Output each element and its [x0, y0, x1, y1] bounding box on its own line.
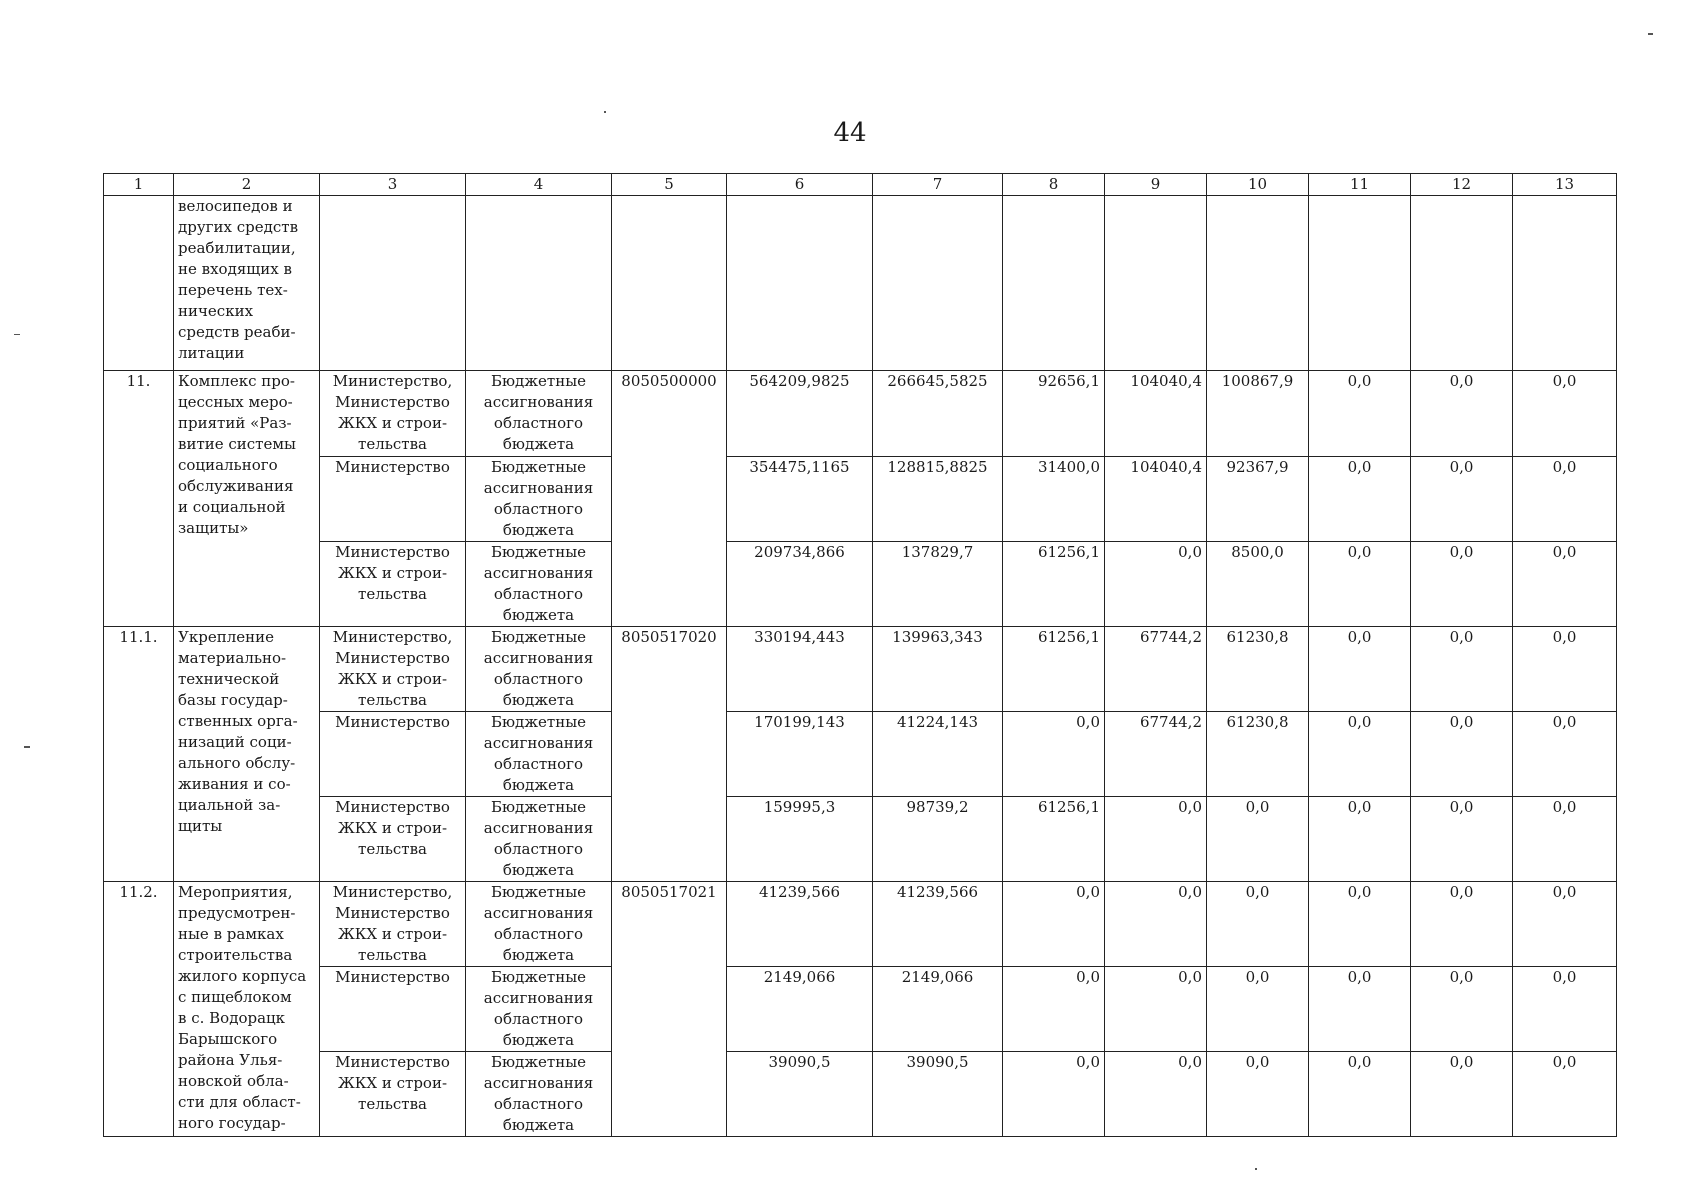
value-col-6: 159995,3 — [727, 797, 873, 882]
value-col-6: 41239,566 — [727, 882, 873, 967]
text-line: Министерство — [335, 393, 450, 411]
col-header-2: 2 — [174, 174, 320, 196]
text-line: Министерство, — [332, 372, 453, 390]
text-line: Бюджетные — [490, 372, 587, 390]
text-line: тельства — [358, 946, 427, 964]
text-line: ные в рамках — [178, 925, 284, 943]
text-line: предусмотрен- — [178, 904, 296, 922]
empty-cell — [1411, 196, 1513, 371]
empty-cell — [612, 196, 727, 371]
page-number: 44 — [833, 118, 867, 148]
value-col-11: 0,0 — [1309, 457, 1411, 542]
text-line: цессных меро- — [178, 393, 293, 411]
value-col-8: 61256,1 — [1003, 797, 1105, 882]
value-col-8: 61256,1 — [1003, 542, 1105, 627]
funding-source — [466, 542, 612, 627]
text-line: ЖКХ и строи- — [337, 564, 448, 582]
text-line: областного — [493, 1095, 584, 1113]
value-col-7: 128815,8825 — [873, 457, 1003, 542]
value-col-11: 0,0 — [1309, 967, 1411, 1052]
text-line: областного — [493, 840, 584, 858]
text-line: Министерство — [335, 1053, 450, 1071]
value-col-9: 0,0 — [1105, 1052, 1207, 1137]
value-col-13: 0,0 — [1513, 797, 1617, 882]
empty-cell — [1207, 196, 1309, 371]
text-line: щиты — [178, 817, 223, 835]
text-line: Бюджетные — [490, 628, 587, 646]
funding-source — [466, 627, 612, 712]
text-line: областного — [493, 670, 584, 688]
text-line: тельства — [358, 1095, 427, 1113]
value-col-7: 137829,7 — [873, 542, 1003, 627]
executor — [320, 797, 466, 882]
value-col-11: 0,0 — [1309, 542, 1411, 627]
value-col-10: 0,0 — [1207, 882, 1309, 967]
text-line: перечень тех- — [178, 281, 288, 299]
value-col-8: 92656,1 — [1003, 371, 1105, 457]
budget-code: 8050517021 — [612, 882, 727, 1137]
column-number-row — [104, 174, 1617, 196]
col-header-4: 4 — [466, 174, 612, 196]
text-line: областного — [493, 925, 584, 943]
text-line: Министерство — [335, 649, 450, 667]
text-line: ального обслу- — [178, 754, 296, 772]
value-col-6: 170199,143 — [727, 712, 873, 797]
value-col-6: 39090,5 — [727, 1052, 873, 1137]
executor — [320, 627, 466, 712]
value-col-6: 330194,443 — [727, 627, 873, 712]
value-col-13: 0,0 — [1513, 627, 1617, 712]
executor — [320, 712, 466, 797]
text-line: литации — [178, 344, 245, 362]
table-body — [104, 174, 1617, 1137]
text-line: ассигнования — [483, 989, 594, 1007]
col-header-1: 1 — [104, 174, 174, 196]
text-line: Бюджетные — [490, 798, 587, 816]
text-line: тельства — [358, 585, 427, 603]
text-line: ЖКХ и строи- — [337, 1074, 448, 1092]
text-line: ассигнования — [483, 734, 594, 752]
value-col-13: 0,0 — [1513, 371, 1617, 457]
budget-code: 8050517020 — [612, 627, 727, 882]
col-header-11: 11 — [1309, 174, 1411, 196]
empty-cell — [1309, 196, 1411, 371]
col-header-10: 10 — [1207, 174, 1309, 196]
text-line: ассигнования — [483, 564, 594, 582]
budget-table — [103, 173, 1617, 1137]
value-col-9: 0,0 — [1105, 967, 1207, 1052]
funding-source — [466, 371, 612, 457]
text-line: новской обла- — [178, 1072, 289, 1090]
executor — [320, 371, 466, 457]
value-col-7: 266645,5825 — [873, 371, 1003, 457]
value-col-8: 0,0 — [1003, 882, 1105, 967]
value-col-12: 0,0 — [1411, 627, 1513, 712]
text-line: бюджета — [502, 1031, 575, 1049]
text-line: других средств — [178, 218, 299, 236]
scan-speck — [1255, 1168, 1257, 1170]
text-line: Министерство — [335, 458, 450, 476]
executor — [320, 457, 466, 542]
value-col-12: 0,0 — [1411, 371, 1513, 457]
value-col-6: 2149,066 — [727, 967, 873, 1052]
text-line: бюджета — [502, 1116, 575, 1134]
value-col-9: 0,0 — [1105, 882, 1207, 967]
funding-source — [466, 882, 612, 967]
text-line: с пищеблоком — [178, 988, 292, 1006]
table-row — [104, 371, 1617, 457]
text-line: и социальной — [178, 498, 286, 516]
scan-speck — [24, 746, 30, 748]
text-line: областного — [493, 500, 584, 518]
value-col-9: 104040,4 — [1105, 457, 1207, 542]
table-row — [104, 1052, 1617, 1137]
value-col-13: 0,0 — [1513, 1052, 1617, 1137]
text-line: Министерство — [335, 904, 450, 922]
value-col-13: 0,0 — [1513, 882, 1617, 967]
text-line: ассигнования — [483, 393, 594, 411]
text-line: ЖКХ и строи- — [337, 414, 448, 432]
text-line: Бюджетные — [490, 543, 587, 561]
funding-source — [466, 1052, 612, 1137]
value-col-12: 0,0 — [1411, 797, 1513, 882]
table-row — [104, 797, 1617, 882]
value-col-13: 0,0 — [1513, 457, 1617, 542]
value-col-10: 61230,8 — [1207, 627, 1309, 712]
text-line: ственных орга- — [178, 712, 298, 730]
value-col-8: 31400,0 — [1003, 457, 1105, 542]
funding-source — [466, 457, 612, 542]
continued-item-name — [174, 196, 320, 371]
value-col-11: 0,0 — [1309, 1052, 1411, 1137]
col-header-13: 13 — [1513, 174, 1617, 196]
text-line: Бюджетные — [490, 458, 587, 476]
value-col-10: 0,0 — [1207, 1052, 1309, 1137]
text-line: Бюджетные — [490, 883, 587, 901]
item-number: 11.2. — [104, 882, 174, 1137]
text-line: бюджета — [502, 435, 575, 453]
text-line: реабилитации, — [178, 239, 296, 257]
funding-source — [466, 797, 612, 882]
value-col-13: 0,0 — [1513, 967, 1617, 1052]
text-line: бюджета — [502, 521, 575, 539]
text-line: тельства — [358, 691, 427, 709]
text-line: областного — [493, 1010, 584, 1028]
executor — [320, 1052, 466, 1137]
empty-cell — [320, 196, 466, 371]
text-line: района Улья- — [178, 1051, 283, 1069]
table-row — [104, 712, 1617, 797]
text-line: базы государ- — [178, 691, 288, 709]
col-header-3: 3 — [320, 174, 466, 196]
col-header-6: 6 — [727, 174, 873, 196]
text-line: технической — [178, 670, 280, 688]
value-col-8: 0,0 — [1003, 967, 1105, 1052]
text-line: Барышского — [178, 1030, 278, 1048]
text-line: тельства — [358, 435, 427, 453]
empty-cell — [1003, 196, 1105, 371]
executor — [320, 967, 466, 1052]
text-line: обслуживания — [178, 477, 294, 495]
text-line: Министерство — [335, 713, 450, 731]
item-name — [174, 371, 320, 627]
text-line: нических — [178, 302, 254, 320]
table-row — [104, 882, 1617, 967]
text-line: областного — [493, 755, 584, 773]
text-line: Бюджетные — [490, 1053, 587, 1071]
value-col-10: 92367,9 — [1207, 457, 1309, 542]
empty-cell — [1513, 196, 1617, 371]
text-line: в с. Водорацк — [178, 1009, 286, 1027]
value-col-10: 61230,8 — [1207, 712, 1309, 797]
empty-cell — [466, 196, 612, 371]
value-col-9: 67744,2 — [1105, 627, 1207, 712]
text-line: жилого корпуса — [178, 967, 307, 985]
executor — [320, 542, 466, 627]
value-col-12: 0,0 — [1411, 967, 1513, 1052]
value-col-13: 0,0 — [1513, 712, 1617, 797]
text-line: сти для област- — [178, 1093, 301, 1111]
item-number: 11.1. — [104, 627, 174, 882]
text-line: областного — [493, 585, 584, 603]
col-header-7: 7 — [873, 174, 1003, 196]
text-line: ного государ- — [178, 1114, 286, 1132]
value-col-10: 0,0 — [1207, 797, 1309, 882]
value-col-10: 0,0 — [1207, 967, 1309, 1052]
table-row — [104, 967, 1617, 1052]
value-col-7: 2149,066 — [873, 967, 1003, 1052]
value-col-7: 139963,343 — [873, 627, 1003, 712]
text-line: ЖКХ и строи- — [337, 670, 448, 688]
text-line: Бюджетные — [490, 713, 587, 731]
text-line: бюджета — [502, 861, 575, 879]
budget-code: 8050500000 — [612, 371, 727, 627]
value-col-11: 0,0 — [1309, 371, 1411, 457]
text-line: Комплекс про- — [178, 372, 295, 390]
text-line: материально- — [178, 649, 287, 667]
text-line: бюджета — [502, 691, 575, 709]
table-row — [104, 542, 1617, 627]
value-col-9: 0,0 — [1105, 797, 1207, 882]
value-col-10: 100867,9 — [1207, 371, 1309, 457]
value-col-8: 0,0 — [1003, 1052, 1105, 1137]
text-line: Министерство, — [332, 883, 453, 901]
text-line: Министерство — [335, 968, 450, 986]
item-name — [174, 882, 320, 1137]
value-col-12: 0,0 — [1411, 882, 1513, 967]
empty-cell — [727, 196, 873, 371]
funding-source — [466, 967, 612, 1052]
value-col-7: 41239,566 — [873, 882, 1003, 967]
executor — [320, 882, 466, 967]
cell-number — [104, 196, 174, 371]
value-col-6: 209734,866 — [727, 542, 873, 627]
scan-speck — [604, 111, 606, 113]
value-col-12: 0,0 — [1411, 712, 1513, 797]
text-line: бюджета — [502, 946, 575, 964]
empty-cell — [1105, 196, 1207, 371]
empty-cell — [873, 196, 1003, 371]
value-col-7: 39090,5 — [873, 1052, 1003, 1137]
text-line: ассигнования — [483, 1074, 594, 1092]
table-row — [104, 457, 1617, 542]
text-line: не входящих в — [178, 260, 292, 278]
text-line: Мероприятия, — [178, 883, 293, 901]
value-col-10: 8500,0 — [1207, 542, 1309, 627]
value-col-9: 104040,4 — [1105, 371, 1207, 457]
text-line: областного — [493, 414, 584, 432]
value-col-12: 0,0 — [1411, 1052, 1513, 1137]
text-line: ассигнования — [483, 479, 594, 497]
table-row — [104, 627, 1617, 712]
value-col-12: 0,0 — [1411, 457, 1513, 542]
text-line: Министерство — [335, 543, 450, 561]
text-line: защиты» — [178, 519, 249, 537]
text-line: ассигнования — [483, 904, 594, 922]
text-line: тельства — [358, 840, 427, 858]
text-line: живания и со- — [178, 775, 291, 793]
continuation-row — [104, 196, 1617, 371]
col-header-9: 9 — [1105, 174, 1207, 196]
text-line: ассигнования — [483, 819, 594, 837]
value-col-6: 354475,1165 — [727, 457, 873, 542]
value-col-11: 0,0 — [1309, 882, 1411, 967]
funding-source — [466, 712, 612, 797]
value-col-11: 0,0 — [1309, 712, 1411, 797]
text-line: циальной за- — [178, 796, 281, 814]
text-line: приятий «Раз- — [178, 414, 292, 432]
text-line: велосипедов и — [178, 197, 293, 215]
text-line: средств реаби- — [178, 323, 296, 341]
col-header-8: 8 — [1003, 174, 1105, 196]
scan-speck — [14, 334, 20, 335]
value-col-11: 0,0 — [1309, 627, 1411, 712]
text-line: строительства — [178, 946, 293, 964]
value-col-7: 98739,2 — [873, 797, 1003, 882]
text-line: Министерство, — [332, 628, 453, 646]
text-line: ЖКХ и строи- — [337, 925, 448, 943]
value-col-11: 0,0 — [1309, 797, 1411, 882]
text-line: Укрепление — [178, 628, 274, 646]
text-line: бюджета — [502, 776, 575, 794]
scan-speck — [1648, 33, 1653, 35]
value-col-9: 67744,2 — [1105, 712, 1207, 797]
text-line: бюджета — [502, 606, 575, 624]
item-number: 11. — [104, 371, 174, 627]
text-line: низаций соци- — [178, 733, 292, 751]
value-col-12: 0,0 — [1411, 542, 1513, 627]
col-header-12: 12 — [1411, 174, 1513, 196]
col-header-5: 5 — [612, 174, 727, 196]
value-col-8: 0,0 — [1003, 712, 1105, 797]
text-line: Бюджетные — [490, 968, 587, 986]
text-line: социального — [178, 456, 278, 474]
value-col-9: 0,0 — [1105, 542, 1207, 627]
value-col-7: 41224,143 — [873, 712, 1003, 797]
text-line: Министерство — [335, 798, 450, 816]
text-line: ассигнования — [483, 649, 594, 667]
text-line: ЖКХ и строи- — [337, 819, 448, 837]
value-col-6: 564209,9825 — [727, 371, 873, 457]
value-col-13: 0,0 — [1513, 542, 1617, 627]
value-col-8: 61256,1 — [1003, 627, 1105, 712]
item-name — [174, 627, 320, 882]
text-line: витие системы — [178, 435, 296, 453]
